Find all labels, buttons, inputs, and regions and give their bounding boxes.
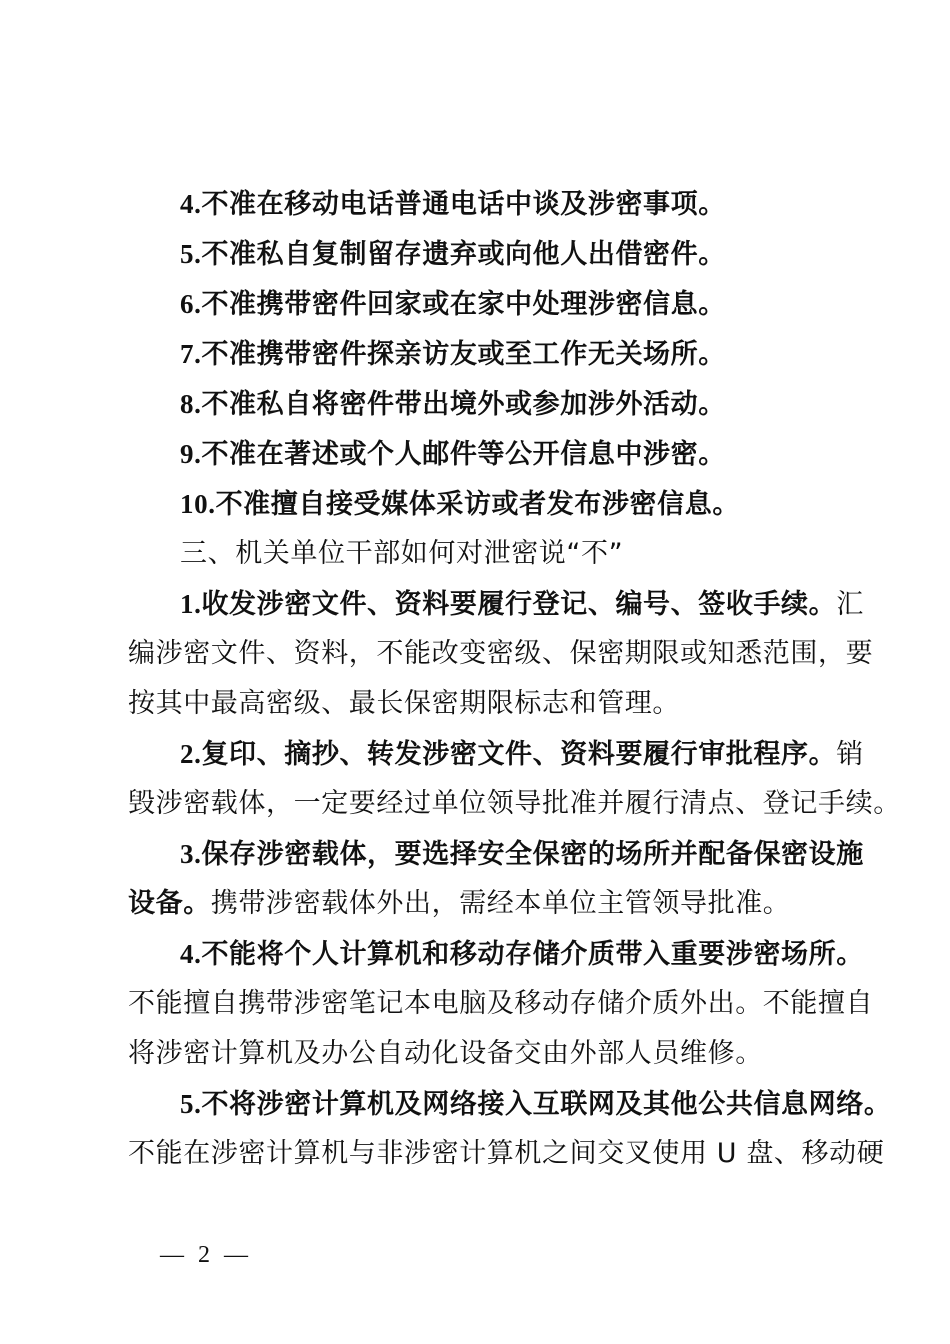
point-4-line-2: 不能擅自携带涉密笔记本电脑及移动存储介质外出。不能擅自 [128, 988, 874, 1019]
item-7: 7.不准携带密件探亲访友或至工作无关场所。 [180, 339, 726, 370]
point-5-line-2: 不能在涉密计算机与非涉密计算机之间交叉使用 U 盘、移动硬 [128, 1138, 885, 1169]
point-2-line-1: 2.复印、摘抄、转发涉密文件、资料要履行审批程序。销 [180, 739, 864, 770]
item-5: 5.不准私自复制留存遗弃或向他人出借密件。 [180, 239, 726, 270]
item-4: 4.不准在移动电话普通电话中谈及涉密事项。 [180, 189, 726, 220]
point-4-line-3: 将涉密计算机及办公自动化设备交由外部人员维修。 [128, 1038, 763, 1069]
item-10: 10.不准擅自接受媒体采访或者发布涉密信息。 [180, 489, 740, 520]
point-1-line-1: 1.收发涉密文件、资料要履行登记、编号、签收手续。汇 [180, 589, 864, 620]
point-2-line-2: 毁涉密载体，一定要经过单位领导批准并履行清点、登记手续。 [128, 788, 901, 819]
point-3-line-1: 3.保存涉密载体，要选择安全保密的场所并配备保密设施 [180, 839, 864, 870]
point-5-line-1: 5.不将涉密计算机及网络接入互联网及其他公共信息网络。 [180, 1089, 892, 1120]
section-heading: 三、机关单位干部如何对泄密说“不” [180, 538, 624, 569]
item-9: 9.不准在著述或个人邮件等公开信息中涉密。 [180, 439, 726, 470]
point-1-line-2: 编涉密文件、资料，不能改变密级、保密期限或知悉范围，要 [128, 638, 874, 669]
point-1-line-3: 按其中最高密级、最长保密期限标志和管理。 [128, 688, 680, 719]
item-8: 8.不准私自将密件带出境外或参加涉外活动。 [180, 389, 726, 420]
item-6: 6.不准携带密件回家或在家中处理涉密信息。 [180, 289, 726, 320]
point-3-line-2: 设备。携带涉密载体外出，需经本单位主管领导批准。 [128, 888, 791, 919]
page-number: — 2 — [160, 1242, 252, 1268]
point-4-line-1: 4.不能将个人计算机和移动存储介质带入重要涉密场所。 [180, 939, 864, 970]
